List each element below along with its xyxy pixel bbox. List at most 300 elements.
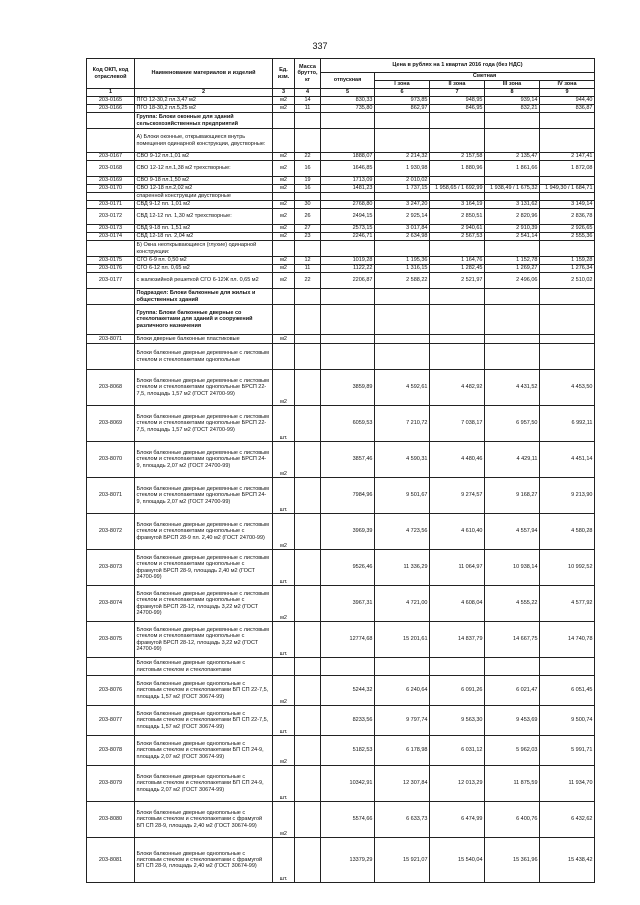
cell-name: Блоки балконные дверные однопольные с листовым стеклом и стеклопакетами с фрамугой БП СП 28-9, площадь 2,40 м2 (ГОСТ 30674-99) bbox=[135, 802, 273, 838]
cell-zone-4-price: 836,87 bbox=[540, 105, 595, 113]
table-row bbox=[87, 676, 595, 706]
cell-unit: шт. bbox=[273, 838, 295, 883]
cell-code: 203-0176 bbox=[87, 265, 135, 273]
cell-code: 203-0172 bbox=[87, 209, 135, 225]
cell-mass: 27 bbox=[295, 225, 321, 233]
cell-zone-1-price: 2 634,98 bbox=[375, 233, 430, 241]
cell-code: 203-8077 bbox=[87, 706, 135, 736]
cell-zone-3-price: 4 429,11 bbox=[485, 442, 540, 478]
cell-mass bbox=[295, 586, 321, 622]
cell-mass: 26 bbox=[295, 209, 321, 225]
cell-mass bbox=[295, 766, 321, 802]
cell-unit: м2 bbox=[273, 514, 295, 550]
cell-mass: 11 bbox=[295, 265, 321, 273]
cell-mass bbox=[295, 736, 321, 766]
cell-release-price: 2494,15 bbox=[321, 209, 375, 225]
cell-release-price: 3969,39 bbox=[321, 514, 375, 550]
cell-release-price: 2573,15 bbox=[321, 225, 375, 233]
cell-zone-2-price: 9 274,57 bbox=[430, 478, 485, 514]
table-row bbox=[87, 193, 595, 201]
cell-zone-3-price: 4 557,94 bbox=[485, 514, 540, 550]
cell-zone-3-price bbox=[485, 289, 540, 305]
cell-mass bbox=[295, 129, 321, 153]
cell-zone-2-price: 12 013,29 bbox=[430, 766, 485, 802]
table-row bbox=[87, 344, 595, 370]
cell-zone-3-price bbox=[485, 335, 540, 344]
cell-unit: м2 bbox=[273, 676, 295, 706]
cell-name: с жалюзийной решеткой СГО 6-12Ж пл. 0,65 м2 bbox=[135, 273, 273, 289]
cell-zone-1-price: 3 247,20 bbox=[375, 201, 430, 209]
cell-zone-3-price: 1 938,49 / 1 675,32 bbox=[485, 185, 540, 193]
cell-zone-4-price: 6 432,62 bbox=[540, 802, 595, 838]
table-row bbox=[87, 478, 595, 514]
cell-zone-2-price: 15 540,04 bbox=[430, 838, 485, 883]
cell-release-price: 5182,53 bbox=[321, 736, 375, 766]
cell-zone-4-price: 4 453,50 bbox=[540, 370, 595, 406]
table-row bbox=[87, 241, 595, 257]
cell-release-price bbox=[321, 129, 375, 153]
cell-zone-2-price: 11 064,97 bbox=[430, 550, 485, 586]
cell-mass bbox=[295, 622, 321, 658]
cell-zone-3-price: 6 957,50 bbox=[485, 406, 540, 442]
cell-unit: м2 bbox=[273, 442, 295, 478]
cell-zone-2-price bbox=[430, 177, 485, 185]
cell-zone-2-price: 2 567,53 bbox=[430, 233, 485, 241]
cell-unit: шт. bbox=[273, 550, 295, 586]
cell-zone-2-price: 4 610,40 bbox=[430, 514, 485, 550]
cell-mass: 22 bbox=[295, 273, 321, 289]
cell-zone-1-price: 6 178,98 bbox=[375, 736, 430, 766]
cell-code bbox=[87, 113, 135, 129]
cell-name: Блоки балконные дверные однопольные с листовым стеклом и стеклопакетами БП СП 24-9, площадь 2,07 м2 (ГОСТ 30674-99) bbox=[135, 736, 273, 766]
cell-name: СГО 6-12 пл. 0,65 м2 bbox=[135, 265, 273, 273]
cell-unit: м2 bbox=[273, 225, 295, 233]
cell-zone-4-price: 5 991,71 bbox=[540, 736, 595, 766]
cell-code: 203-0170 bbox=[87, 185, 135, 193]
cell-unit: м2 bbox=[273, 201, 295, 209]
cell-zone-3-price: 1 861,66 bbox=[485, 161, 540, 177]
cell-zone-2-price: 1 282,45 bbox=[430, 265, 485, 273]
cell-code bbox=[87, 658, 135, 676]
cell-unit bbox=[273, 305, 295, 335]
cell-zone-4-price bbox=[540, 344, 595, 370]
cell-zone-1-price: 862,97 bbox=[375, 105, 430, 113]
cell-zone-2-price: 3 164,19 bbox=[430, 201, 485, 209]
cell-code: 203-8080 bbox=[87, 802, 135, 838]
cell-zone-4-price: 944,40 bbox=[540, 97, 595, 105]
cell-zone-4-price: 6 992,11 bbox=[540, 406, 595, 442]
table-row bbox=[87, 177, 595, 185]
table-row bbox=[87, 105, 595, 113]
cell-mass bbox=[295, 241, 321, 257]
cell-unit: м2 bbox=[273, 257, 295, 265]
cell-code: 203-0175 bbox=[87, 257, 135, 265]
cell-name: СВД 9-18 пл. 1,51 м2 bbox=[135, 225, 273, 233]
cell-zone-3-price: 5 962,03 bbox=[485, 736, 540, 766]
cell-code bbox=[87, 344, 135, 370]
cell-release-price: 1646,85 bbox=[321, 161, 375, 177]
cell-code: 203-0167 bbox=[87, 153, 135, 161]
cell-zone-1-price: 2 010,02 bbox=[375, 177, 430, 185]
cell-release-price: 830,33 bbox=[321, 97, 375, 105]
cell-zone-2-price: 4 608,04 bbox=[430, 586, 485, 622]
cell-zone-3-price: 9 168,27 bbox=[485, 478, 540, 514]
cell-zone-2-price: 2 940,61 bbox=[430, 225, 485, 233]
cell-code: 203-0171 bbox=[87, 201, 135, 209]
cell-code: 203-0169 bbox=[87, 177, 135, 185]
cell-release-price bbox=[321, 113, 375, 129]
cell-zone-2-price bbox=[430, 129, 485, 153]
cell-name: СВД 12-12 пл. 1,30 м2 трехстворные: bbox=[135, 209, 273, 225]
cell-zone-4-price: 4 580,28 bbox=[540, 514, 595, 550]
cell-zone-1-price: 2 214,32 bbox=[375, 153, 430, 161]
cell-mass bbox=[295, 658, 321, 676]
cell-code: 203-8079 bbox=[87, 766, 135, 802]
cell-zone-4-price: 11 934,70 bbox=[540, 766, 595, 802]
cell-release-price: 9526,46 bbox=[321, 550, 375, 586]
cell-zone-2-price: 7 038,17 bbox=[430, 406, 485, 442]
cell-name: Блоки дверные балконные пластиковые bbox=[135, 335, 273, 344]
cell-zone-2-price: 6 091,26 bbox=[430, 676, 485, 706]
cell-zone-1-price: 1 930,98 bbox=[375, 161, 430, 177]
cell-code: 203-8073 bbox=[87, 550, 135, 586]
table-row bbox=[87, 257, 595, 265]
cell-zone-2-price: 1 958,65 / 1 692,99 bbox=[430, 185, 485, 193]
cell-name: Блоки балконные дверные однопольные с листовым стеклом и стеклопакетами БП СП 22-7,5, площадь 1,57 м2 (ГОСТ 30674-99) bbox=[135, 706, 273, 736]
table-row bbox=[87, 153, 595, 161]
cell-zone-4-price: 14 740,78 bbox=[540, 622, 595, 658]
cell-zone-1-price: 4 721,00 bbox=[375, 586, 430, 622]
cell-mass bbox=[295, 289, 321, 305]
table-row bbox=[87, 736, 595, 766]
cell-mass bbox=[295, 193, 321, 201]
header-zone-1: I зона bbox=[375, 81, 430, 89]
cell-zone-1-price: 9 501,67 bbox=[375, 478, 430, 514]
cell-zone-2-price bbox=[430, 658, 485, 676]
cell-unit bbox=[273, 658, 295, 676]
col-number: 7 bbox=[430, 89, 485, 97]
cell-zone-1-price bbox=[375, 289, 430, 305]
price-table bbox=[86, 58, 595, 883]
cell-zone-2-price: 4 480,46 bbox=[430, 442, 485, 478]
table-row bbox=[87, 289, 595, 305]
cell-release-price: 1019,28 bbox=[321, 257, 375, 265]
table-row bbox=[87, 706, 595, 736]
header-mass: Масса брутто, кг bbox=[295, 59, 321, 89]
cell-zone-3-price: 2 541,14 bbox=[485, 233, 540, 241]
cell-zone-3-price: 9 453,69 bbox=[485, 706, 540, 736]
cell-name: А) Блоки оконные, открывающиеся внутрь помещения одинарной конструкции, двустворные: bbox=[135, 129, 273, 153]
cell-name: СВО 9-18 пл.1,50 м2 bbox=[135, 177, 273, 185]
cell-zone-2-price bbox=[430, 113, 485, 129]
cell-name: СГО 6-9 пл. 0,50 м2 bbox=[135, 257, 273, 265]
cell-zone-2-price: 948,95 bbox=[430, 97, 485, 105]
cell-zone-4-price: 2 836,78 bbox=[540, 209, 595, 225]
cell-zone-1-price bbox=[375, 113, 430, 129]
cell-zone-3-price bbox=[485, 658, 540, 676]
cell-zone-3-price: 14 667,75 bbox=[485, 622, 540, 658]
col-number: 6 bbox=[375, 89, 430, 97]
cell-release-price: 2246,71 bbox=[321, 233, 375, 241]
cell-code: 203-8069 bbox=[87, 406, 135, 442]
cell-mass: 22 bbox=[295, 153, 321, 161]
cell-unit: м2 bbox=[273, 161, 295, 177]
cell-code: 203-8075 bbox=[87, 622, 135, 658]
cell-unit: м2 bbox=[273, 105, 295, 113]
cell-code bbox=[87, 193, 135, 201]
cell-unit: м2 bbox=[273, 273, 295, 289]
cell-release-price: 8233,56 bbox=[321, 706, 375, 736]
cell-unit: м2 bbox=[273, 265, 295, 273]
cell-zone-2-price: 6 474,99 bbox=[430, 802, 485, 838]
cell-zone-3-price: 6 400,76 bbox=[485, 802, 540, 838]
header-zone-4: IV зона bbox=[540, 81, 595, 89]
cell-zone-4-price bbox=[540, 658, 595, 676]
cell-zone-3-price: 6 021,47 bbox=[485, 676, 540, 706]
cell-unit: м2 bbox=[273, 97, 295, 105]
cell-zone-4-price bbox=[540, 113, 595, 129]
cell-zone-3-price: 939,14 bbox=[485, 97, 540, 105]
cell-zone-3-price: 2 820,96 bbox=[485, 209, 540, 225]
cell-zone-1-price: 4 592,61 bbox=[375, 370, 430, 406]
table-row bbox=[87, 370, 595, 406]
cell-name: Подраздел: Блоки балконные для жилых и общественных зданий bbox=[135, 289, 273, 305]
cell-name: Группа: Блоки балконные дверные со стеклопакетами для зданий и сооружений различного назначения bbox=[135, 305, 273, 335]
cell-zone-2-price bbox=[430, 335, 485, 344]
table-row bbox=[87, 305, 595, 335]
cell-zone-1-price bbox=[375, 335, 430, 344]
cell-zone-2-price: 6 031,12 bbox=[430, 736, 485, 766]
cell-zone-1-price: 3 017,84 bbox=[375, 225, 430, 233]
cell-release-price: 1713,09 bbox=[321, 177, 375, 185]
cell-zone-1-price: 1 316,15 bbox=[375, 265, 430, 273]
cell-code: 203-8081 bbox=[87, 838, 135, 883]
cell-mass: 12 bbox=[295, 257, 321, 265]
cell-release-price: 2768,80 bbox=[321, 201, 375, 209]
cell-unit: шт. bbox=[273, 406, 295, 442]
table-row bbox=[87, 514, 595, 550]
cell-zone-4-price: 4 577,92 bbox=[540, 586, 595, 622]
cell-zone-2-price: 2 157,58 bbox=[430, 153, 485, 161]
cell-zone-1-price bbox=[375, 193, 430, 201]
cell-name: Блоки балконные дверные деревянные с листовым стеклом и стеклопакетами однопольные bbox=[135, 344, 273, 370]
column-numbers-row bbox=[87, 89, 595, 97]
cell-zone-3-price bbox=[485, 241, 540, 257]
cell-unit: шт. bbox=[273, 766, 295, 802]
cell-release-price bbox=[321, 241, 375, 257]
cell-release-price: 1122,22 bbox=[321, 265, 375, 273]
cell-unit: м2 bbox=[273, 153, 295, 161]
cell-code: 203-0173 bbox=[87, 225, 135, 233]
cell-code: 203-0174 bbox=[87, 233, 135, 241]
cell-zone-2-price: 14 837,79 bbox=[430, 622, 485, 658]
cell-name: Блоки балконные дверные однопольные с листовым стеклом и стеклопакетами с фрамугой БП СП 28-9, площадь 2,40 м2 (ГОСТ 30674-99) bbox=[135, 838, 273, 883]
cell-name: ПГО 18-30,2 пл.5,25 м2 bbox=[135, 105, 273, 113]
cell-zone-2-price: 1 164,76 bbox=[430, 257, 485, 265]
cell-mass bbox=[295, 706, 321, 736]
cell-release-price: 10342,91 bbox=[321, 766, 375, 802]
cell-zone-3-price: 15 361,96 bbox=[485, 838, 540, 883]
cell-zone-1-price: 12 307,84 bbox=[375, 766, 430, 802]
cell-code bbox=[87, 305, 135, 335]
cell-name: СВД 9-12 пл. 1,01 м2 bbox=[135, 201, 273, 209]
cell-zone-3-price: 11 875,59 bbox=[485, 766, 540, 802]
cell-name: СВД 12-18 пл. 2,04 м2 bbox=[135, 233, 273, 241]
cell-zone-2-price bbox=[430, 344, 485, 370]
header-name: Наименование материалов и изделий bbox=[135, 59, 273, 89]
table-row bbox=[87, 233, 595, 241]
table-row bbox=[87, 161, 595, 177]
cell-unit bbox=[273, 193, 295, 201]
cell-name: Блоки балконные дверные однопольные с листовым стеклом и стеклопакетами БП СП 22-7,5, площадь 1,57 м2 (ГОСТ 30674-99) bbox=[135, 676, 273, 706]
cell-zone-4-price: 2 926,65 bbox=[540, 225, 595, 233]
cell-zone-4-price: 4 451,14 bbox=[540, 442, 595, 478]
cell-name: СВО 9-12 пл.1,01 м2 bbox=[135, 153, 273, 161]
table-row bbox=[87, 273, 595, 289]
col-number: 3 bbox=[273, 89, 295, 97]
cell-zone-4-price bbox=[540, 193, 595, 201]
cell-zone-2-price: 846,95 bbox=[430, 105, 485, 113]
cell-mass bbox=[295, 113, 321, 129]
cell-code: 203-0177 bbox=[87, 273, 135, 289]
cell-release-price: 735,80 bbox=[321, 105, 375, 113]
cell-unit bbox=[273, 113, 295, 129]
cell-code bbox=[87, 241, 135, 257]
table-row bbox=[87, 766, 595, 802]
cell-name: Блоки балконные дверные однопольные с листовым стеклом и стеклопакетами bbox=[135, 658, 273, 676]
cell-zone-2-price bbox=[430, 289, 485, 305]
cell-unit: м2 bbox=[273, 233, 295, 241]
cell-code: 203-8071 bbox=[87, 335, 135, 344]
cell-zone-1-price bbox=[375, 305, 430, 335]
cell-mass: 19 bbox=[295, 177, 321, 185]
cell-release-price: 6059,53 bbox=[321, 406, 375, 442]
cell-zone-2-price: 9 563,30 bbox=[430, 706, 485, 736]
cell-zone-1-price bbox=[375, 129, 430, 153]
cell-code: 203-8071 bbox=[87, 478, 135, 514]
cell-name: ПГО 12-30,2 пл.3,47 м2 bbox=[135, 97, 273, 105]
table-row bbox=[87, 802, 595, 838]
cell-zone-1-price bbox=[375, 241, 430, 257]
cell-mass bbox=[295, 550, 321, 586]
cell-zone-1-price: 4 723,56 bbox=[375, 514, 430, 550]
cell-zone-4-price bbox=[540, 241, 595, 257]
cell-zone-4-price: 10 992,52 bbox=[540, 550, 595, 586]
cell-mass bbox=[295, 478, 321, 514]
cell-zone-4-price: 9 213,90 bbox=[540, 478, 595, 514]
cell-code: 203-8072 bbox=[87, 514, 135, 550]
cell-zone-2-price: 2 521,97 bbox=[430, 273, 485, 289]
cell-name: Блоки балконные дверные деревянные с листовым стеклом и стеклопакетами однопольные с фрамугой БРСП 28-12, площадь 3,22 м2 (ГОСТ 24700-99) bbox=[135, 622, 273, 658]
cell-zone-1-price bbox=[375, 658, 430, 676]
cell-name: Блоки балконные дверные деревянные с листовым стеклом и стеклопакетами однопольные с фрамугой БРСП 28-9 пл. 2,40 м2 (ГОСТ 24700-99) bbox=[135, 514, 273, 550]
cell-zone-4-price: 6 051,45 bbox=[540, 676, 595, 706]
cell-mass: 16 bbox=[295, 185, 321, 193]
col-number: 9 bbox=[540, 89, 595, 97]
cell-zone-4-price: 2 147,41 bbox=[540, 153, 595, 161]
table-row bbox=[87, 129, 595, 153]
cell-unit: шт. bbox=[273, 622, 295, 658]
cell-zone-4-price bbox=[540, 177, 595, 185]
col-number: 5 bbox=[321, 89, 375, 97]
page-number: 337 bbox=[312, 41, 328, 51]
cell-release-price bbox=[321, 344, 375, 370]
cell-zone-3-price bbox=[485, 113, 540, 129]
cell-zone-4-price: 2 510,02 bbox=[540, 273, 595, 289]
header-code: Код ОКП, код отраслевой bbox=[87, 59, 135, 89]
cell-name: СВО 12-18 пл.2,02 м2 bbox=[135, 185, 273, 193]
cell-code: 203-0168 bbox=[87, 161, 135, 177]
cell-mass: 11 bbox=[295, 105, 321, 113]
cell-zone-4-price bbox=[540, 335, 595, 344]
cell-zone-1-price: 15 921,07 bbox=[375, 838, 430, 883]
cell-zone-1-price: 6 240,64 bbox=[375, 676, 430, 706]
cell-unit bbox=[273, 344, 295, 370]
cell-zone-4-price: 2 555,36 bbox=[540, 233, 595, 241]
cell-release-price: 13379,29 bbox=[321, 838, 375, 883]
col-number: 2 bbox=[135, 89, 273, 97]
cell-zone-1-price: 2 925,14 bbox=[375, 209, 430, 225]
cell-zone-3-price bbox=[485, 305, 540, 335]
header-price-title: Цена в рублях на 1 квартал 2016 года (без НДС) bbox=[321, 59, 595, 73]
cell-zone-3-price: 2 910,39 bbox=[485, 225, 540, 233]
table-row bbox=[87, 622, 595, 658]
cell-mass bbox=[295, 406, 321, 442]
table-row bbox=[87, 201, 595, 209]
cell-zone-4-price: 1 159,28 bbox=[540, 257, 595, 265]
cell-name: Блоки балконные дверные деревянные с листовым стеклом и стеклопакетами однопольные с фрамугой БРСП 28-9, площадь 2,40 м2 (ГОСТ 24700-99) bbox=[135, 550, 273, 586]
cell-zone-2-price: 2 850,51 bbox=[430, 209, 485, 225]
cell-zone-2-price bbox=[430, 305, 485, 335]
cell-name: Блоки балконные дверные деревянные с листовым стеклом и стеклопакетами однопольные с фрамугой БРСП 28-12, площадь 3,22 м2 (ГОСТ 24700-99) bbox=[135, 586, 273, 622]
cell-code: 203-0165 bbox=[87, 97, 135, 105]
cell-release-price bbox=[321, 658, 375, 676]
cell-zone-4-price: 1 949,30 / 1 684,71 bbox=[540, 185, 595, 193]
table-row bbox=[87, 209, 595, 225]
cell-zone-1-price: 2 588,22 bbox=[375, 273, 430, 289]
cell-zone-2-price: 1 880,96 bbox=[430, 161, 485, 177]
cell-code: 203-8076 bbox=[87, 676, 135, 706]
table-row bbox=[87, 185, 595, 193]
cell-release-price: 12774,68 bbox=[321, 622, 375, 658]
cell-zone-1-price: 1 195,36 bbox=[375, 257, 430, 265]
cell-mass bbox=[295, 305, 321, 335]
cell-unit: м2 bbox=[273, 586, 295, 622]
cell-zone-3-price: 2 135,47 bbox=[485, 153, 540, 161]
cell-unit bbox=[273, 241, 295, 257]
table-row bbox=[87, 225, 595, 233]
cell-release-price: 1481,23 bbox=[321, 185, 375, 193]
cell-unit: м2 bbox=[273, 209, 295, 225]
cell-unit bbox=[273, 129, 295, 153]
cell-unit: м2 bbox=[273, 736, 295, 766]
cell-code bbox=[87, 129, 135, 153]
col-number: 1 bbox=[87, 89, 135, 97]
cell-mass bbox=[295, 802, 321, 838]
cell-mass bbox=[295, 838, 321, 883]
cell-release-price bbox=[321, 193, 375, 201]
table-header bbox=[87, 59, 595, 97]
cell-release-price: 5574,66 bbox=[321, 802, 375, 838]
cell-mass bbox=[295, 335, 321, 344]
cell-zone-1-price bbox=[375, 344, 430, 370]
header-zone-2: II зона bbox=[430, 81, 485, 89]
cell-name: Блоки балконные дверные деревянные с листовым стеклом и стеклопакетами однопольные БРСП 24-9, площадь 2,07 м2 (ГОСТ 24700-99) bbox=[135, 442, 273, 478]
table-row bbox=[87, 265, 595, 273]
cell-zone-3-price bbox=[485, 177, 540, 185]
cell-zone-3-price bbox=[485, 344, 540, 370]
cell-name: Б) Окна неоткрывающиеся (глухие) одинарной конструкции: bbox=[135, 241, 273, 257]
